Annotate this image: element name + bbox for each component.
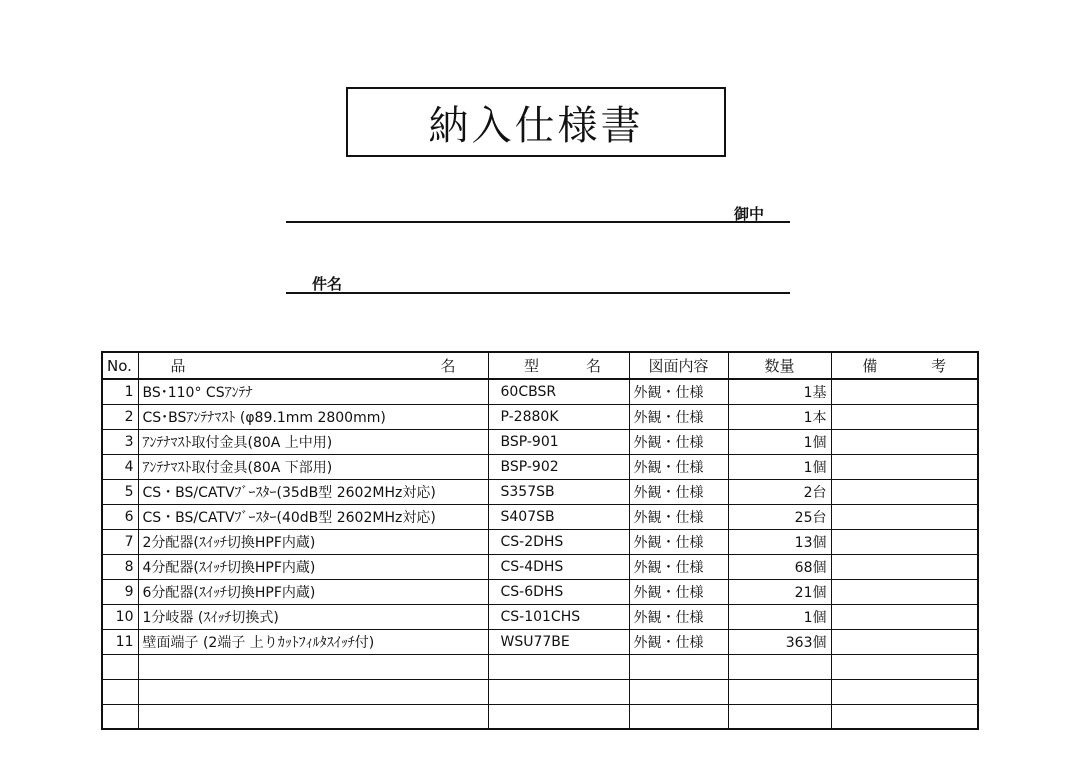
cell-notes — [831, 604, 978, 629]
recipient-line — [286, 221, 790, 223]
cell-quantity: 363個 — [728, 629, 831, 654]
table-row — [102, 404, 978, 429]
recipient-suffix: 御中 — [734, 205, 765, 223]
cell-notes — [831, 379, 978, 404]
cell-drawing — [629, 704, 728, 729]
cell-model: P-2880K — [488, 404, 629, 429]
cell-model: WSU77BE — [488, 629, 629, 654]
cell-no: 11 — [102, 629, 138, 654]
table-row — [102, 679, 978, 704]
header-drawing: 図面内容 — [629, 352, 728, 379]
subject-label: 件名 — [312, 275, 343, 293]
header-notes-b: 考 — [931, 357, 947, 375]
cell-notes — [831, 454, 978, 479]
header-quantity: 数量 — [728, 352, 831, 379]
cell-notes — [831, 579, 978, 604]
cell-notes — [831, 679, 978, 704]
cell-no: 7 — [102, 529, 138, 554]
table-row — [102, 554, 978, 579]
cell-drawing: 外観・仕様 — [629, 554, 728, 579]
cell-drawing: 外観・仕様 — [629, 454, 728, 479]
cell-quantity — [728, 704, 831, 729]
cell-no: 5 — [102, 479, 138, 504]
subject-line — [286, 292, 790, 294]
header-name-b: 名 — [440, 357, 456, 375]
cell-drawing: 外観・仕様 — [629, 429, 728, 454]
cell-notes — [831, 404, 978, 429]
cell-model — [488, 654, 629, 679]
header-notes-a: 備 — [862, 357, 878, 375]
cell-name: CS・BS/CATVﾌﾞｰｽﾀｰ(40dB型 2602MHz対応) — [138, 504, 488, 529]
cell-no: 2 — [102, 404, 138, 429]
cell-no: 3 — [102, 429, 138, 454]
cell-quantity: 2台 — [728, 479, 831, 504]
cell-notes — [831, 554, 978, 579]
cell-name: BS･110° CSｱﾝﾃﾅ — [138, 379, 488, 404]
header-row — [102, 352, 978, 379]
cell-quantity: 1個 — [728, 429, 831, 454]
cell-name — [138, 654, 488, 679]
cell-name — [138, 679, 488, 704]
cell-notes — [831, 704, 978, 729]
spec-table — [101, 351, 979, 730]
header-notes — [831, 352, 978, 379]
cell-quantity: 1個 — [728, 604, 831, 629]
cell-drawing: 外観・仕様 — [629, 579, 728, 604]
cell-no — [102, 704, 138, 729]
table-row — [102, 604, 978, 629]
cell-no: 10 — [102, 604, 138, 629]
table-row — [102, 654, 978, 679]
cell-quantity — [728, 654, 831, 679]
cell-quantity: 1個 — [728, 454, 831, 479]
cell-no — [102, 654, 138, 679]
cell-quantity: 13個 — [728, 529, 831, 554]
cell-notes — [831, 429, 978, 454]
cell-quantity: 1本 — [728, 404, 831, 429]
cell-name: ｱﾝﾃﾅﾏｽﾄ取付金具(80A 下部用) — [138, 454, 488, 479]
cell-drawing: 外観・仕様 — [629, 379, 728, 404]
table-row — [102, 704, 978, 729]
cell-drawing — [629, 654, 728, 679]
cell-name: 壁面端子 (2端子 上りｶｯﾄﾌｨﾙﾀｽｲｯﾁ付) — [138, 629, 488, 654]
cell-name: 2分配器(ｽｲｯﾁ切換HPF内蔵) — [138, 529, 488, 554]
cell-quantity: 25台 — [728, 504, 831, 529]
table-row — [102, 429, 978, 454]
table-row — [102, 504, 978, 529]
cell-no: 4 — [102, 454, 138, 479]
table-row — [102, 579, 978, 604]
cell-no: 6 — [102, 504, 138, 529]
header-no: No. — [102, 352, 138, 379]
cell-drawing: 外観・仕様 — [629, 404, 728, 429]
cell-name: 4分配器(ｽｲｯﾁ切換HPF内蔵) — [138, 554, 488, 579]
cell-model: 60CBSR — [488, 379, 629, 404]
cell-notes — [831, 654, 978, 679]
table-row — [102, 379, 978, 404]
cell-notes — [831, 504, 978, 529]
cell-model: CS-4DHS — [488, 554, 629, 579]
cell-drawing — [629, 679, 728, 704]
cell-model — [488, 679, 629, 704]
cell-drawing: 外観・仕様 — [629, 504, 728, 529]
cell-quantity: 68個 — [728, 554, 831, 579]
header-model-a: 型 — [523, 357, 539, 375]
cell-drawing: 外観・仕様 — [629, 529, 728, 554]
cell-notes — [831, 479, 978, 504]
cell-no — [102, 679, 138, 704]
header-model — [488, 352, 629, 379]
header-model-b: 名 — [585, 357, 601, 375]
cell-quantity — [728, 679, 831, 704]
cell-name: CS・BS/CATVﾌﾞｰｽﾀｰ(35dB型 2602MHz対応) — [138, 479, 488, 504]
cell-model: BSP-902 — [488, 454, 629, 479]
cell-name: 6分配器(ｽｲｯﾁ切換HPF内蔵) — [138, 579, 488, 604]
cell-drawing: 外観・仕様 — [629, 629, 728, 654]
header-name-a: 品 — [170, 357, 186, 375]
cell-notes — [831, 529, 978, 554]
cell-no: 1 — [102, 379, 138, 404]
cell-model: CS-101CHS — [488, 604, 629, 629]
cell-name — [138, 704, 488, 729]
cell-no: 9 — [102, 579, 138, 604]
cell-model: S357SB — [488, 479, 629, 504]
cell-model: S407SB — [488, 504, 629, 529]
cell-model — [488, 704, 629, 729]
cell-no: 8 — [102, 554, 138, 579]
cell-notes — [831, 629, 978, 654]
table-row — [102, 454, 978, 479]
cell-quantity: 21個 — [728, 579, 831, 604]
document-title: 納入仕様書 — [428, 102, 644, 149]
table-row — [102, 479, 978, 504]
cell-model: CS-2DHS — [488, 529, 629, 554]
cell-drawing: 外観・仕様 — [629, 604, 728, 629]
cell-name: CS･BSｱﾝﾃﾅﾏｽﾄ (φ89.1mm 2800mm) — [138, 404, 488, 429]
title-box — [346, 87, 726, 157]
cell-name: ｱﾝﾃﾅﾏｽﾄ取付金具(80A 上中用) — [138, 429, 488, 454]
table-row — [102, 629, 978, 654]
cell-drawing: 外観・仕様 — [629, 479, 728, 504]
cell-name: 1分岐器 (ｽｲｯﾁ切換式) — [138, 604, 488, 629]
table-row — [102, 529, 978, 554]
header-name — [138, 352, 488, 379]
cell-quantity: 1基 — [728, 379, 831, 404]
cell-model: BSP-901 — [488, 429, 629, 454]
cell-model: CS-6DHS — [488, 579, 629, 604]
